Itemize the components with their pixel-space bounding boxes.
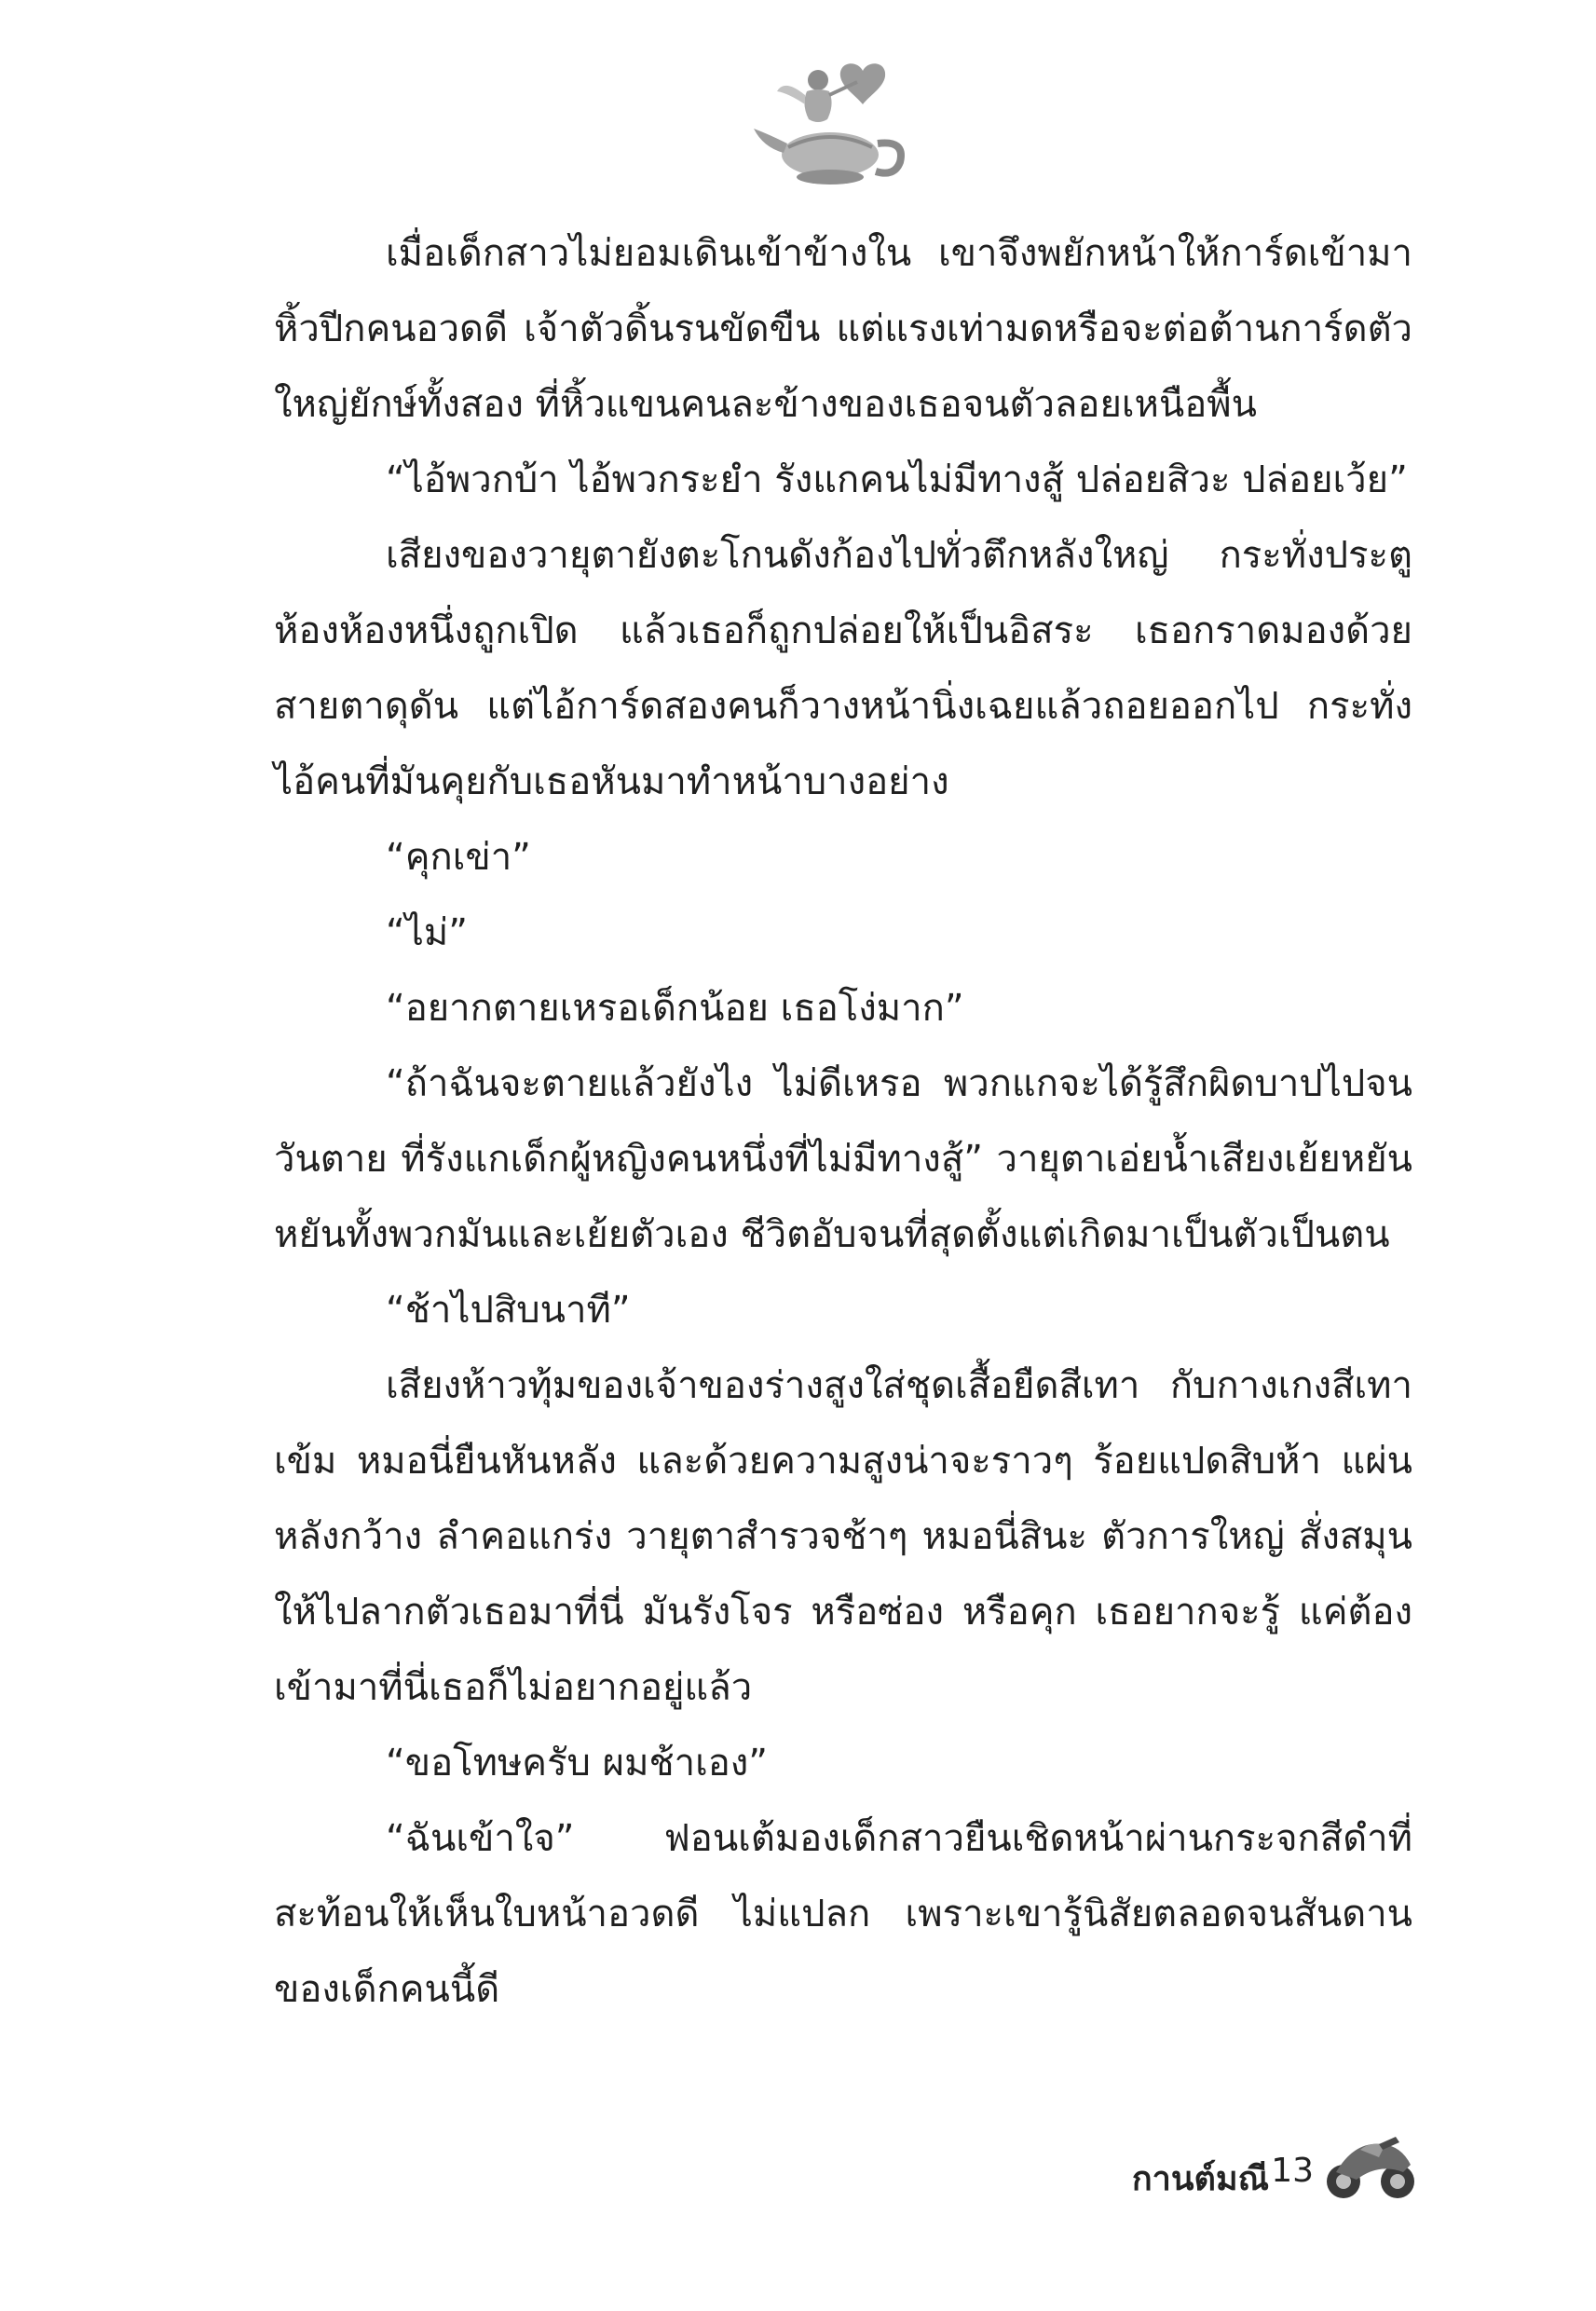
paragraph-7: “ถ้าฉันจะตายแล้วยังไง ไม่ดีเหรอ พวกแกจะได้รู้สึกผิดบาปไปจนวันตาย ที่รังแกเด็กผู้หญิงคนหนึ่งที่ไม่มีทางสู้” วายุตาเอ่ยน้ำเสียงเย้ยหยัน หยันทั้งพวกมันและเย้ยตัวเอง ชีวิตอับจนที่สุดตั้งแต่เกิดมาเป็นตัวเป็นตน — [274, 1062, 1412, 1256]
motorcycle-icon — [1323, 2129, 1416, 2204]
paragraph-4: “คุกเข่า” — [386, 836, 531, 879]
paragraph-5: “ไม่” — [386, 911, 468, 954]
paragraph-8: “ช้าไปสิบนาที” — [386, 1289, 631, 1332]
paragraph-9: เสียงห้าวทุ้มของเจ้าของร่างสูงใส่ชุดเสื้อยืดสีเทา กับกางเกงสีเทาเข้ม หมอนี่ยืนหันหลัง และด้วยความสูงน่าจะราวๆ ร้อยแปดสิบห้า แผ่นหลังกว้าง ลำคอแกร่ง วายุตาสำรวจช้าๆ หมอนี่สินะ ตัวการใหญ่ สั่งสมุนให้ไปลากตัวเธอมาที่นี่ มันรังโจร หรือซ่อง หรือคุก เธอยากจะรู้ แค่ต้องเข้ามาที่นี่เธอก็ไม่อยากอยู่แล้ว — [274, 1364, 1412, 1709]
paragraph-3: เสียงของวายุตายังตะโกนดังก้องไปทั่วตึกหลังใหญ่ กระทั่งประตูห้องห้องหนึ่งถูกเปิด แล้วเธอก็ถูกปล่อยให้เป็นอิสระ เธอกราดมองด้วยสายตาดุดัน แต่ไอ้การ์ดสองคนก็วางหน้านิ่งเฉยแล้วถอยออกไป กระทั่งไอ้คนที่มันคุยกับเธอหันมาทำหน้าบางอย่าง — [274, 534, 1412, 803]
paragraph-6: “อยากตายเหรอเด็กน้อย เธอโง่มาก” — [386, 987, 964, 1030]
page-number: 13 — [1271, 2152, 1314, 2190]
paragraph-11: “ฉันเข้าใจ” ฟอนเต้มองเด็กสาวยืนเชิดหน้าผ่านกระจกสีดำที่สะท้อนให้เห็นใบหน้าอวดดี ไม่แปลก เพราะเขารู้นิสัยตลอดจนสันดานของเด็กคนนี้ดี — [274, 1817, 1412, 2011]
book-title: กานต์มณี — [1131, 2160, 1269, 2198]
paragraph-10: “ขอโทษครับ ผมช้าเอง” — [386, 1742, 769, 1785]
cupid-teapot-icon — [751, 54, 909, 194]
paragraph-2: “ไอ้พวกบ้า ไอ้พวกระยำ รังแกคนไม่มีทางสู้ ปล่อยสิวะ ปล่อยเว้ย” — [386, 458, 1408, 501]
paragraph-1: เมื่อเด็กสาวไม่ยอมเดินเข้าข้างใน เขาจึงพยักหน้าให้การ์ดเข้ามาหิ้วปีกคนอวดดี เจ้าตัวดิ้นรนขัดขืน แต่แรงเท่ามดหรือจะต่อต้านการ์ดตัวใหญ่ยักษ์ทั้งสอง ที่หิ้วแขนคนละข้างของเธอจนตัวลอยเหนือพื้น — [274, 232, 1412, 426]
page-footer — [1025, 2129, 1416, 2213]
body-text — [274, 216, 1412, 2028]
